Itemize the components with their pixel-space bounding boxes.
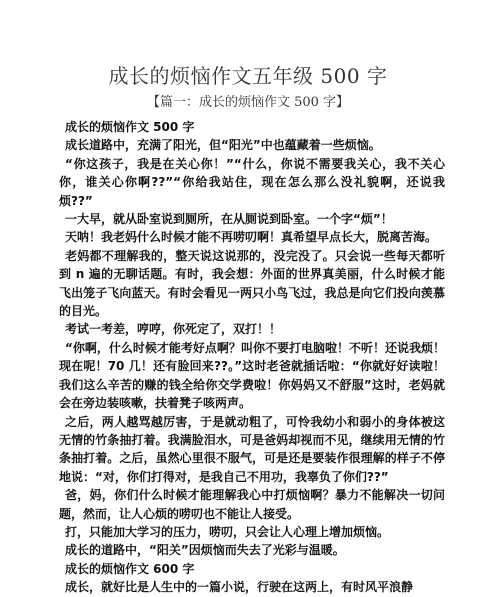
paragraph: 爸，妈，你们什么时候才能理解我心中打烦恼啊？暴力不能解决一切问题，然而，让人心烦的唠叨也不能让人接受。 <box>59 488 445 521</box>
paragraph: 考试一考差，哼哼，你死定了，双打！！ <box>65 322 282 337</box>
paragraph: 一大早，就从卧室说到厕所，在从厕说到卧室。一个字“烦”！ <box>65 212 393 227</box>
article-subheading: 成长的烦恼作文 600 字 <box>65 561 195 576</box>
paragraph: 打，只能加大学习的压力，唠叨，只会让人心理上增加烦恼。 <box>65 524 390 539</box>
article-body <box>59 118 445 597</box>
paragraph: “你这孩子，我是在关心你！”“什么，你说不需要我关心，我不关心你，谁关心你啊??”“你给我站住，现在怎么那么没礼貌啊，还说我烦??” <box>59 156 445 208</box>
paragraph: 成长的道路中，“阳关”因烦恼而失去了光彩与温暖。 <box>65 543 345 558</box>
paragraph: 老妈都不理解我的，整天说这说那的，没完没了。只会说一些每天都听到 n 遍的无聊话题。有时，我会想：外面的世界真美丽，什么时候才能飞出笼子飞向蓝天。有时会看见一两只小鸟飞过，我总是向它们投向羡慕的目光。 <box>59 248 445 319</box>
paragraph: “你啊，什么时候才能考好点啊？叫你不要打电脑啦！不听！还说我烦！现在呢！70 几！还有脸回来??。”这时老爸就插话啦：“你就好好读啦！我们这么辛苦的赚的钱全给你交学费啦！你妈妈又不舒服”这时，老妈就会在旁边装咳嗽，扶着凳子咳两声。 <box>59 340 445 411</box>
paragraph: 天呐！我老妈什么时候才能不再唠叨啊！真希望早点长大，脱离苦海。 <box>65 230 438 245</box>
article-subheading: 成长的烦恼作文 500 字 <box>65 120 195 134</box>
paragraph: 之后，两人越骂越厉害，于是就动粗了，可怜我幼小和弱小的身体被这无情的竹条抽打着。我满脸泪水，可是爸妈却视而不见，继续用无情的竹条抽打着。之后，虽然心里很不服气，可是还是要装作很理解的样子不停地说：“对，你们打得对，是我自己不用功，我辜负了你们??” <box>59 414 445 484</box>
section-heading: 【篇一：成长的烦恼作文 500 字】 <box>146 95 350 110</box>
page-title: 成长的烦恼作文五年级 500 字 <box>108 64 388 88</box>
paragraph: 成长道路中，充满了阳光，但“阳光”中也蕴藏着一些烦恼。 <box>65 138 381 153</box>
paragraph: 成长，就好比是人生中的一篇小说，行驶在这两上，有时风平浪静 <box>65 580 414 595</box>
